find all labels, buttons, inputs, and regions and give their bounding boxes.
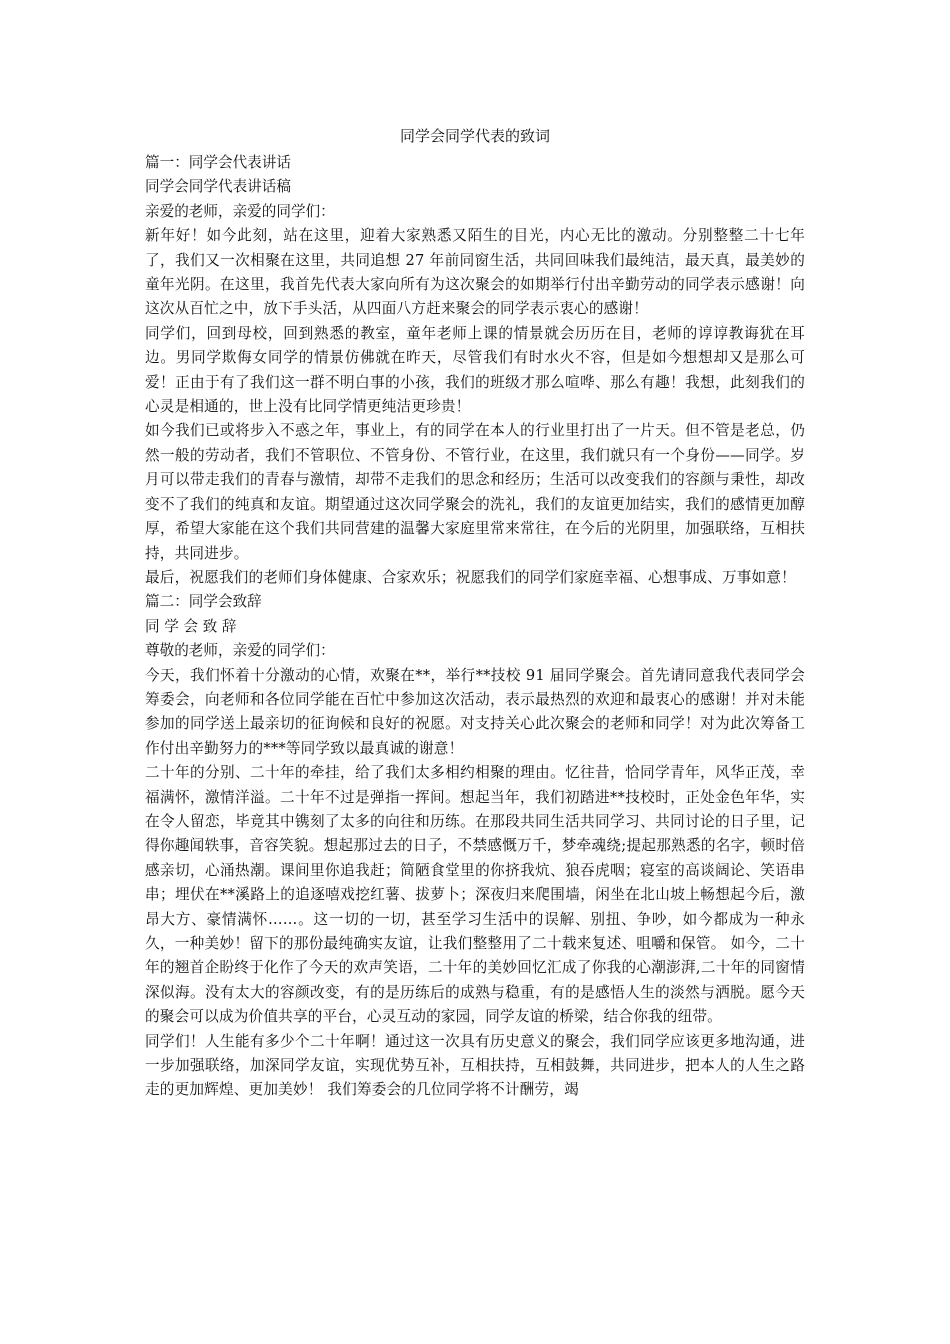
section1-paragraph-4: 最后，祝愿我们的老师们身体健康、合家欢乐；祝愿我们的同学们家庭幸福、心想事成、万事如意！ — [145, 568, 796, 586]
section1-paragraph-2: 同学们，回到母校，回到熟悉的教室，童年老师上课的情景就会历历在目，老师的谆谆教诲犹在耳边。男同学欺侮女同学的情景仿佛就在昨天，尽管我们有时水火不容，但是如今想想却又是那么可爱！正由于有了我们这一群不明白事的小孩，我们的班级才那么喧哗、那么有趣！我想，此刻我们的心灵是相通的，世上没有比同学情更纯洁更珍贵！ — [145, 324, 805, 416]
section1-paragraph-1: 新年好！如今此刻，站在这里，迎着大家熟悉又陌生的目光，内心无比的激动。分别整整二十七年了，我们又一次相聚在这里，共同追想 27 年前同窗生活，共同回味我们最纯洁，最天真，最美妙的童年光阴。在这里，我首先代表大家向所有为这次聚会的如期举行付出辛勤劳动的同学表示感谢！向这次从百忙之中，放下手头活，从四面八方赶来聚会的同学表示衷心的感谢！ — [145, 227, 805, 318]
section2-salutation: 尊敬的老师，亲爱的同学们： — [145, 642, 335, 660]
section1-salutation: 亲爱的老师，亲爱的同学们： — [145, 202, 335, 220]
document-page — [145, 124, 805, 1103]
section2-heading: 篇二：同学会致辞 — [145, 593, 262, 611]
document-title: 同学会同学代表的致词 — [399, 127, 550, 145]
section2-subheading: 同 学 会 致 辞 — [145, 617, 237, 635]
section1-paragraph-3: 如今我们已或将步入不惑之年，事业上，有的同学在本人的行业里打出了一片天。但不管是老总，仍然一般的劳动者，我们不管职位、不管身份、不管行业，在这里，我们就只有一个身份——同学。岁月可以带走我们的青春与激情，却带不走我们的思念和经历；生活可以改变我们的容颜与秉性，却改变不了我们的纯真和友谊。期望通过这次同学聚会的洗礼，我们的友谊更加结实，我们的感情更加醇厚，希望大家能在这个我们共同营建的温馨大家庭里常来常往，在今后的光阴里，加强联络，互相扶持，共同进步。 — [145, 422, 805, 562]
section2-paragraph-2: 二十年的分别、二十年的牵挂，给了我们太多相约相聚的理由。忆往昔，恰同学青年，风华正茂，幸福满怀，激情洋溢。二十年不过是弹指一挥间。想起当年，我们初踏进**技校时，正处金色年华，实在令人留恋，毕竟其中镌刻了太多的向往和历练。在那段共同生活共同学习、共同讨论的日子里，记得你趣闻轶事，音容笑貌。想起那过去的日子，不禁感慨万千，梦牵魂绕;提起那熟悉的名字，顿时倍感亲切，心涌热潮。课间里你追我赶；简陋食堂里的你挤我炕、狼吞虎咽；寝室的高谈阔论、笑语串串；埋伏在**溪路上的追逐嘻戏挖红薯、拔萝卜；深夜归来爬围墙，闲坐在北山坡上畅想起今后，激昂大方、豪情满怀……。这一切的一切，甚至学习生活中的误解、别扭、争吵，如今都成为一种永久，一种美妙！留下的那份最纯确实友谊，让我们整整用了二十载来复述、咀嚼和保管。 如今，二十年的翘首企盼终于化作了今天的欢声笑语，二十年的美妙回忆汇成了你我的心潮澎湃,二十年的同窗情深似海。没有太大的容颜改变，有的是历练后的成熟与稳重，有的是感悟人生的淡然与洒脱。愿今天的聚会可以成为价值共享的平台，心灵互动的家园，同学友谊的桥梁，结合你我的纽带。 — [145, 764, 805, 1026]
section2-paragraph-1: 今天，我们怀着十分激动的心情，欢聚在**，举行**技校 91 届同学聚会。首先请同意我代表同学会筹委会，向老师和各位同学能在百忙中参加这次活动，表示最热烈的欢迎和最衷心的感谢！并对未能参加的同学送上最亲切的征询候和良好的祝愿。对支持关心此次聚会的老师和同学！对为此次筹备工作付出辛勤努力的***等同学致以最真诚的谢意！ — [145, 666, 805, 757]
section1-heading: 篇一：同学会代表讲话 — [145, 154, 291, 171]
section2-paragraph-3: 同学们！人生能有多少个二十年啊！通过这一次具有历史意义的聚会，我们同学应该更多地沟通，进一步加强联络，加深同学友谊，实现优势互补，互相扶持，互相鼓舞，共同进步，把本人的人生之路走的更加辉煌、更加美妙！ 我们筹委会的几位同学将不计酬劳，竭 — [145, 1032, 805, 1099]
section1-subheading: 同学会同学代表讲话稿 — [145, 178, 291, 196]
